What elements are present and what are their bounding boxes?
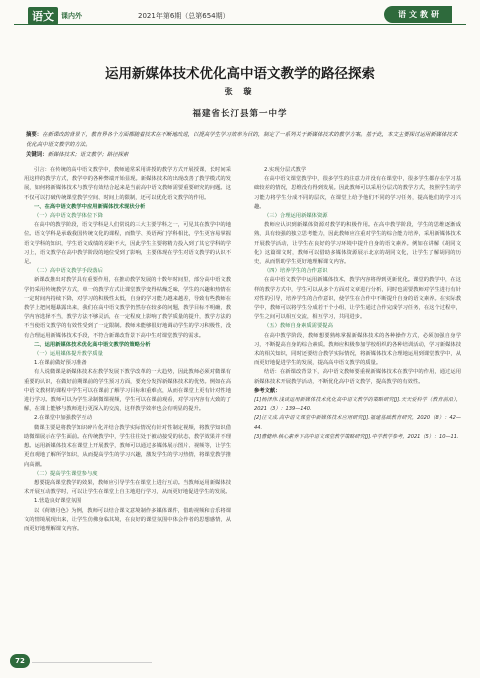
- paragraph: 想要提高课堂教学的效果，教师应引导学生在课堂上进行互动。当教师运用新媒体技术开展互动教学时，可以让学生在课堂上自主地进行学习，从而更好地促进学生的发展。: [24, 479, 231, 496]
- paragraph: 新课改推出对教学具有重要作用，在推动教学发展的十数年时间里，部分高中语文教学仍采用传统教学方式，单一的教学方式让课堂教学变得枯燥乏味，学生的兴趣和热情在一定时间内持续下降，对学习的积极性太低，自身的学习能力越来越差，导致有些教师在教学上把问题暴露出来，我们在高中语文教学仍然存在较多的问题，教学目标不明确，教学内容选择不当，教学方法不够灵活，在一定程度上影响了教学质量的提升，教学方法的不当使语文教学的有效性受到了一定限制。教师未能够很好地调动学生的学习积极性，没有合理运用新媒体技术手段，不符合新课改背景下高中生对课堂教学的需求。: [24, 277, 231, 339]
- subsection-heading: （五）教师自身素质需要提高: [264, 323, 333, 330]
- abstract-text: 在新课改的背景下，教育界各个方面都随着技术在不断地改进，以提高学生学习效率为目的，制定了一系列关于新媒体技术的教学方案。基于此，本文主要探讨运用新媒体技术优化高中语文教学的方法。: [26, 132, 458, 148]
- subsection-heading: （四）培养学生的合作意识: [264, 268, 328, 275]
- subsection-heading: （三）合理运用新媒体资源: [264, 213, 328, 220]
- subsection-heading: （二）提高学生课堂参与度: [34, 470, 98, 477]
- paragraph: 引言：在传统的高中语文教学中，教师通常采用讲授的教学方式开展授课，长时间采用这样的教学方式，教学中的各种弊端开始显现。新媒体技术的出现改善了教学模式的发展，如何将新媒体技术与教学有效结合起来是当前高中语文教师需要重要研究的问题。这不仅可以打破传统课堂教学空间、时间上的限制，还可以优化语文教学的作用。: [24, 167, 231, 201]
- abstract: [26, 131, 458, 150]
- section-heading: 二、运用新媒体技术优化高中语文教学的策略分析: [34, 341, 151, 348]
- subsection-heading: （二）高中语文教学手段落后: [34, 268, 103, 275]
- paragraph: 有人说微课是新媒体技术在教学发展下教学改革的一大趋势，因此教师必须对微课有重要的认识，在做好前期课前的学生预习方面，要充分发挥新媒体技术的优势。例如在高中语文教材的课程中学生可以在课前了解学习目标和重难点，从而在课堂上更有针对性地进行学习。教师可以为学生录制微课视频，学生可以在课前观看，对学习内容有大致的了解，在课上能够与教师进行更深入的交流，这样教学效率也会有明显的提升。: [24, 369, 231, 413]
- magazine-name: 语文: [28, 7, 58, 25]
- references-heading: 参考文献：: [254, 387, 281, 394]
- issue-info: 2021年第6期（总第654期）: [138, 12, 230, 20]
- header-rule: [14, 24, 466, 25]
- magazine-subtitle: 课内外: [61, 12, 82, 20]
- left-column: [24, 166, 231, 534]
- paragraph: 1.在课前做好预习准备: [34, 360, 87, 367]
- article-title: 运用新媒体技术优化高中语文教学的路径探索: [105, 66, 375, 82]
- paragraph: 在高中的教学阶段，语文学科是人们常说的三大主要学科之一，可见其在教学中的地位。语文学科是承载我国传统文化的课程，而数学、英语两门学科相比，学生更容易掌握语文学科的知识，学生语文成绩的差距不大，因此学生主要将精力投入到了其它学科的学习上，语文教学在高中教学阶段的地位受到了影响，主要体现在学生对语文教学的认识不足。: [24, 222, 231, 266]
- column-tag: 语文教研: [384, 6, 452, 23]
- paragraph: 结语：在新课改背景下，高中语文教师要重视新媒体技术在教学中的作用，通过运用新媒体技术开展教学活动，不断优化高中语文教学，提高教学的有效性。: [254, 369, 461, 385]
- subsection-heading: （一）运用媒体提升教学质量: [34, 351, 103, 358]
- keywords-text: 新媒体技术；语文教学；路径探索: [47, 152, 129, 158]
- footer-rule: [32, 662, 152, 663]
- paragraph: 在高中教学阶段，教师想要熟练掌握新媒体技术的各种操作方式，必须加强自身学习，不断提高自身的综合素质。教师应积极参加学校组织的各种培训活动，学习新媒体技术的相关知识，同时还要结合教学实际情况，将新媒体技术合理地运用到课堂教学中，从而更好地促进学生的发展，提高高中语文教学的质量。: [254, 332, 461, 367]
- article-author: 张 璇: [224, 86, 256, 96]
- paragraph: 以《荷塘月色》为例，教师可以结合课文意境制作多媒体课件，借助视频和音乐将课文的情境展现出来，让学生仿佛身临其境，在良好的课堂氛围中体会作者的思想感情，从而更好地理解课文内容。: [24, 507, 231, 532]
- reference-item: [1]杨泽伟.浅谈运用新媒体技术优化高中语文教学的策略研究[J].天天爱科学（教育前沿），2021（3）：139—140.: [254, 397, 461, 413]
- keywords: [26, 151, 458, 159]
- section-heading: 一、在高中语文教学中应用新媒体技术现状分析: [34, 203, 146, 210]
- paragraph: 在高中语文课堂教学中，很多学生的注意力并没有在课堂中，很多学生都存在学习基础较差的情况，思维没有得到发展。因此教师可以采用分层式的教学方式，按照学生的学习能力将学生分成不同的层次，在课堂上给予他们不同的学习任务，提高他们的学习兴趣。: [254, 176, 461, 210]
- paragraph: 在高中语文教学中运用新媒体技术，教学内容将得到更新优化。课堂的教学中，在这样的教学方式中，学生可以从多个方面对文章进行分析，同时也需要教师对学生进行有针对性的引导，培养学生的合作意识，使学生在合作中不断提升自身的语文素养。在实际教学中，教师可以将学生分成若干个小组，让学生通过合作完成学习任务，在这个过程中，学生之间可以相互交流，相互学习，共同进步。: [254, 277, 461, 321]
- keywords-label: 关键词：: [26, 152, 48, 158]
- reference-item: [3]曹健坤.核心素养下高中语文课堂教学策略研究[J].中学教学参考，2021（5）：10—11.: [254, 433, 459, 440]
- author-affiliation: 福建省长汀县第一中学: [192, 109, 288, 119]
- right-column: [254, 166, 461, 442]
- reference-item: [2]汪文成.高中语文课堂中新媒体技术应用研究[J].福建基础教育研究，2020（8）：42—44.: [254, 415, 461, 431]
- page-number: 72: [10, 654, 30, 668]
- abstract-label: 摘要：: [26, 132, 43, 138]
- paragraph: 2.实现分层式教学: [264, 167, 307, 173]
- magazine-logo: [28, 6, 82, 26]
- subsection-heading: （一）高中语文教学体位下降: [34, 213, 103, 220]
- paragraph: 教师应认识到新媒体资源对教学的积极作用。在高中教学阶段，学生的思维逐渐成熟，具有较强的独立思考能力，因此教师应注重对学生的综合能力培养，采用新媒体技术开展教学活动，让学生在良好的学习环境中提升自身的语文素养。例如在讲解《胡同文化》这篇课文时，教师可以借助多媒体资源展示北京的胡同文化，让学生了解胡同的历史，从而帮助学生更好地理解课文内容。: [254, 222, 461, 266]
- paragraph: 2.在课堂中加强教学互动: [34, 415, 93, 422]
- paragraph: 微课主要是将教学知识碎片化并结合教学实际情况有针对性制定视频，将教学知识借助微课展示在学生面前。在传统教学中，学生往往处于被动接受的状态，教学效果并不理想。运用新媒体技术在课堂上开展教学，教师可以通过多媒体展示图片、视频等，让学生更直观地了解所学知识，从而提高学生的学习兴趣，激发学生的学习热情，将课堂教学推向高潮。: [24, 424, 231, 468]
- paragraph: 1.营造良好课堂氛围: [34, 498, 82, 505]
